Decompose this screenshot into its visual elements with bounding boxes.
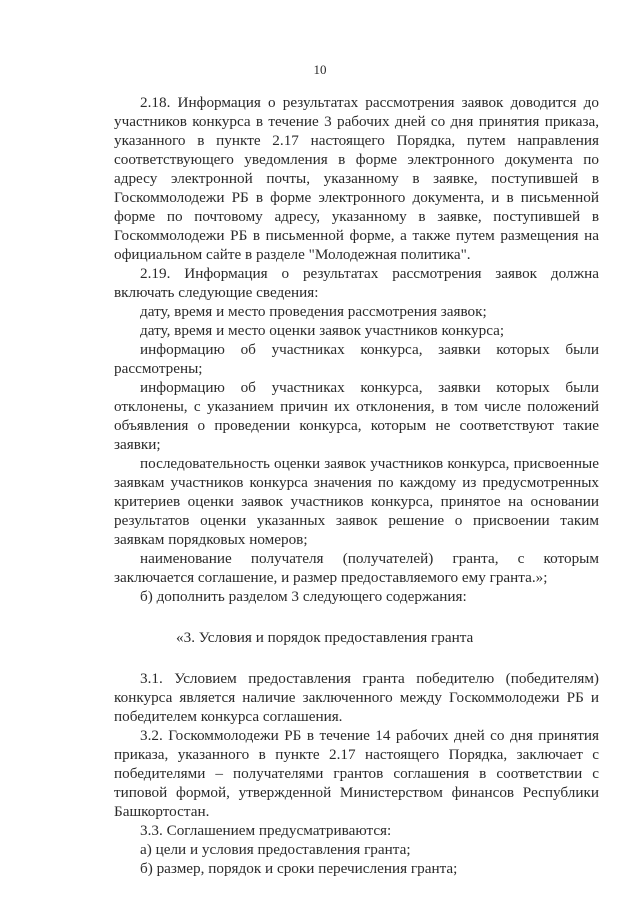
document-body [114,93,599,878]
paragraph-2-18: 2.18. Информация о результатах рассмотрения заявок доводится до участников конкурса в течение 3 рабочих дней со дня принятия приказа, указанного в пункте 2.17 настоящего Порядка, путем направления соответствующего уведомления в форме электронного документа по адресу электронной почты, указанному в заявке, поступившей в Госкоммолодежи РБ в форме электронного документа, и в письменной форме по почтовому адресу, указанному в заявке, поступившей в Госкоммолодежи РБ в письменной форме, а также путем размещения на официальном сайте в разделе "Молодежная политика". [114,94,599,263]
list-item-evaluation-order: последовательность оценки заявок участников конкурса, присвоенные заявкам участников конкурса значения по каждому из предусмотренных критериев оценки заявок участников конкурса, принятое на основании результатов оценки указанных заявок решение о присвоении таким заявкам порядковых номеров; [114,455,599,548]
paragraph-3-1: 3.1. Условием предоставления гранта победителю (победителям) конкурса является наличие заключенного между Госкоммолодежи РБ и победителем конкурса соглашения. [114,670,599,725]
list-item-review-date: дату, время и место проведения рассмотрения заявок; [140,303,487,320]
spacer [114,647,599,669]
list-item-rejected-participants: информацию об участниках конкурса, заявки которых были отклонены, с указанием причин их отклонения, в том числе положений объявления о проведении конкурса, которым не соответствуют такие заявки; [114,379,599,453]
list-item-grant-recipient: наименование получателя (получателей) гранта, с которым заключается соглашение, и размер предоставляемого ему гранта.»; [114,550,599,586]
paragraph-b: б) дополнить разделом 3 следующего содержания: [140,588,467,605]
paragraph-3-2: 3.2. Госкоммолодежи РБ в течение 14 рабочих дней со дня принятия приказа, указанного в пункте 2.17 настоящего Порядка, заключает с победителями – получателями грантов соглашения в соответствии с типовой формой, утвержденной Министерством финансов Республики Башкортостан. [114,727,599,820]
spacer [114,606,599,628]
list-item-goals: а) цели и условия предоставления гранта; [140,841,411,858]
list-item-reviewed-participants: информацию об участниках конкурса, заявки которых были рассмотрены; [114,341,599,377]
page-number: 10 [313,62,327,77]
list-item-amount: б) размер, порядок и сроки перечисления гранта; [140,860,458,877]
section-heading: «3. Условия и порядок предоставления гранта [176,629,474,646]
list-item-evaluation-date: дату, время и место оценки заявок участников конкурса; [140,322,505,339]
paragraph-2-19: 2.19. Информация о результатах рассмотрения заявок должна включать следующие сведения: [114,265,599,301]
paragraph-3-3: 3.3. Соглашением предусматриваются: [140,822,392,839]
